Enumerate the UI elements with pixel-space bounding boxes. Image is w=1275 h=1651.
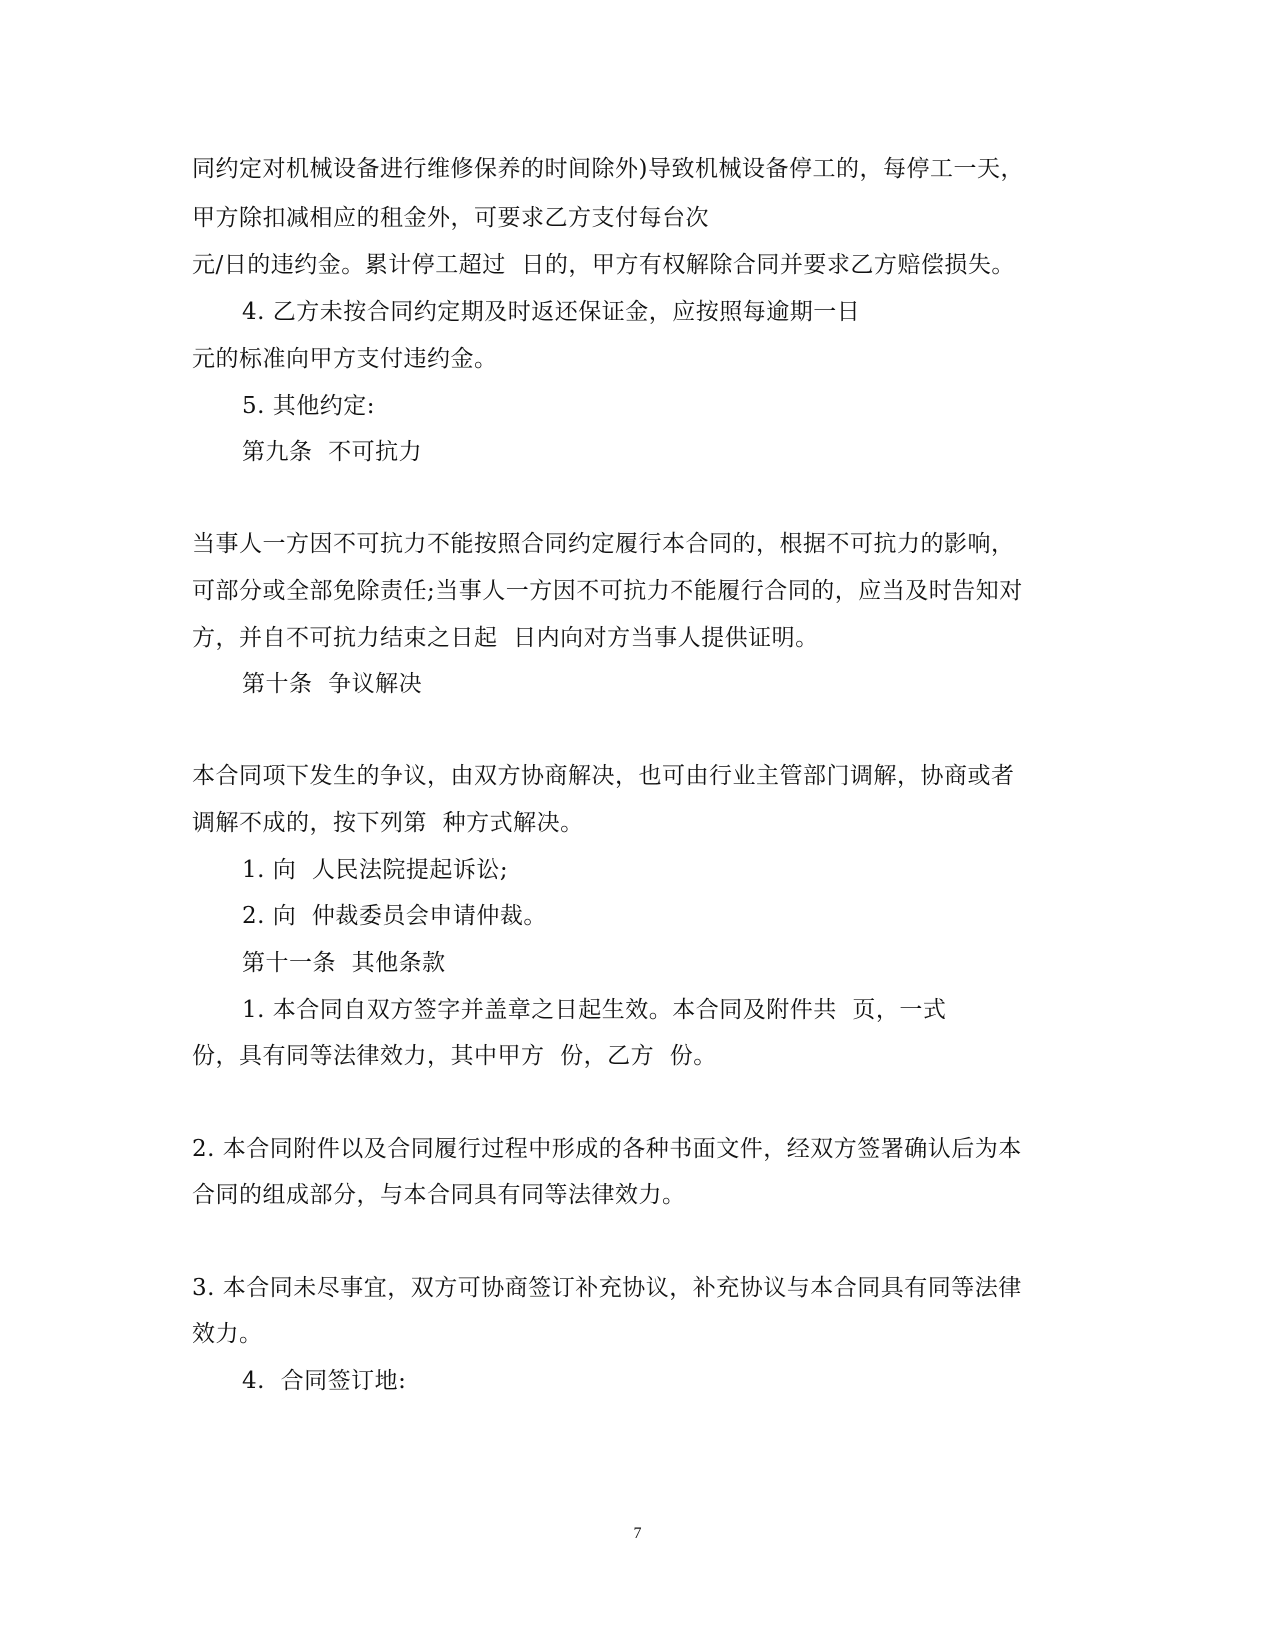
body-text-line: 效力。 [192,1321,263,1347]
page-number: 7 [633,1525,642,1542]
list-item: 4. 乙方未按合同约定期及时返还保证金，应按照每逾期一日 [242,299,861,325]
list-item: 1. 本合同自双方签字并盖章之日起生效。本合同及附件共 页，一式 [242,997,947,1023]
body-text-line: 当事人一方因不可抗力不能按照合同约定履行本合同的，根据不可抗力的影响， [192,531,1015,557]
body-text-line: 份，具有同等法律效力，其中甲方 份，乙方 份。 [192,1043,717,1069]
list-item: 2. 向 仲裁委员会申请仲裁。 [242,903,547,929]
section-heading: 第九条 不可抗力 [242,439,423,465]
list-item: 4. 合同签订地: [242,1368,407,1394]
body-text-line: 2. 本合同附件以及合同履行过程中形成的各种书面文件，经双方签署确认后为本 [192,1136,1022,1162]
body-text-line: 本合同项下发生的争议，由双方协商解决，也可由行业主管部门调解，协商或者 [192,763,1015,789]
body-text-line: 调解不成的，按下列第 种方式解决。 [192,810,584,836]
body-text-line: 元的标准向甲方支付违约金。 [192,346,498,372]
section-heading: 第十一条 其他条款 [242,950,446,976]
list-item: 5. 其他约定: [242,393,376,419]
body-text-line: 甲方除扣减相应的租金外，可要求乙方支付每台次 [192,205,709,231]
body-text-line: 合同的组成部分，与本合同具有同等法律效力。 [192,1182,686,1208]
body-text-line: 可部分或全部免除责任;当事人一方因不可抗力不能履行合同的，应当及时告知对 [192,578,1023,604]
body-text-line: 同约定对机械设备进行维修保养的时间除外)导致机械设备停工的，每停工一天， [192,156,1024,182]
list-item: 1. 向 人民法院提起诉讼; [242,857,509,883]
section-heading: 第十条 争议解决 [242,671,423,697]
body-text-line: 3. 本合同未尽事宜，双方可协商签订补充协议，补充协议与本合同具有同等法律 [192,1275,1022,1301]
body-text-line: 方，并自不可抗力结束之日起 日内向对方当事人提供证明。 [192,625,819,651]
body-text-line: 元/日的违约金。累计停工超过 日的，甲方有权解除合同并要求乙方赔偿损失。 [192,252,1015,278]
